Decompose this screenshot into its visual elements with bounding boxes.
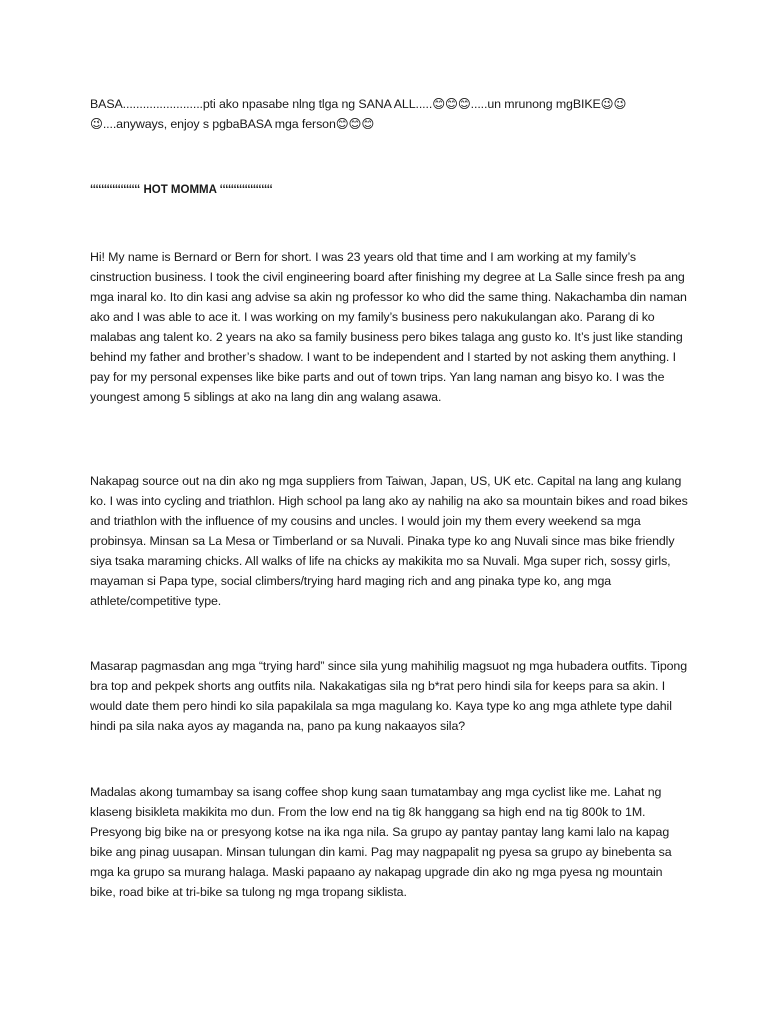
paragraph-2: Nakapag source out na din ako ng mga suppliers from Taiwan, Japan, US, UK etc. Capital na lang ang kulang ko. I was into cycling and triathlon. High school pa lang ako ay nahilig na ako sa mountain bikes and road bikes and triathlon with the influence of my cousins and uncles. I would join my them every weekend sa mga probinsya. Minsan sa La Mesa or Timberland or sa Nuvali. Pinaka type ko ang Nuvali since mas bike friendly siya tsaka maraming chicks. All walks of life na chicks ay makikita mo sa Nuvali. Mga super rich, sossy girls, mayaman si Papa type, social climbers/trying hard maging rich and ang pinaka type ko, ang mga athlete/competitive type. (90, 474, 688, 608)
intro-text: BASA........................pti ako npasabe nlng tlga ng SANA ALL.....😊😊😊.....un mrunong mgBIKE😉😉😉....anyways, enjoy s pgbaBASA mga ferson😊😊😊 (90, 97, 627, 131)
paragraph-4: Madalas akong tumambay sa isang coffee shop kung saan tumatambay ang mga cyclist like me. Lahat ng klaseng bisikleta makikita mo dun. From the low end na tig 8k hanggang sa high end na tig 800k to 1M. Presyong big bike na or presyong kotse na ika nga nila. Sa grupo ay pantay pantay lang kami lalo na kapag bike ang pinag uusapan. Minsan tulungan din kami. Pag may nagpapalit ng pyesa sa grupo ay binebenta sa mga ka grupo sa murang halaga. Maski papaano ay nakapag upgrade din ako ng mga pyesa ng mountain bike, road bike at tri-bike sa tulong ng mga tropang siklista. (90, 785, 672, 899)
paragraph-1: Hi! My name is Bernard or Bern for short. I was 23 years old that time and I am working at my family’s cinstruction business. I took the civil engineering board after finishing my degree at La Salle since fresh pa ang mga inaral ko. Ito din kasi ang advise sa akin ng professor ko who did the same thing. Nakachamba din naman ako and I was able to ace it. I was working on my family’s business pero nakukulangan ako. Parang di ko malabas ang talent ko. 2 years na ako sa family business pero bikes talaga ang gusto ko. It’s just like standing behind my father and brother’s shadow. I want to be independent and I started by not asking them anything. I pay for my personal expenses like bike parts and out of town trips. Yan lang naman ang bisyo ko. I was the youngest among 5 siblings at ako na lang din ang walang asawa. (90, 250, 687, 404)
paragraph-3: Masarap pagmasdan ang mga “trying hard” since sila yung mahihilig magsuot ng mga hubadera outfits. Tipong bra top and pekpek shorts ang outfits nila. Nakakatigas sila ng b*rat pero hindi sila for keeps para sa akin. I would date them pero hindi ko sila papakilala sa mga magulang ko. Kaya type ko ang mga athlete type dahil hindi pa sila naka ayos ay maganda na, pano pa kung nakaayos sila? (90, 659, 687, 733)
story-title: ‘‘‘‘‘‘‘‘‘‘‘‘‘‘‘‘‘‘ HOT MOMMA ‘‘‘‘‘‘‘‘‘‘‘‘‘‘‘‘‘‘‘ (90, 184, 273, 196)
